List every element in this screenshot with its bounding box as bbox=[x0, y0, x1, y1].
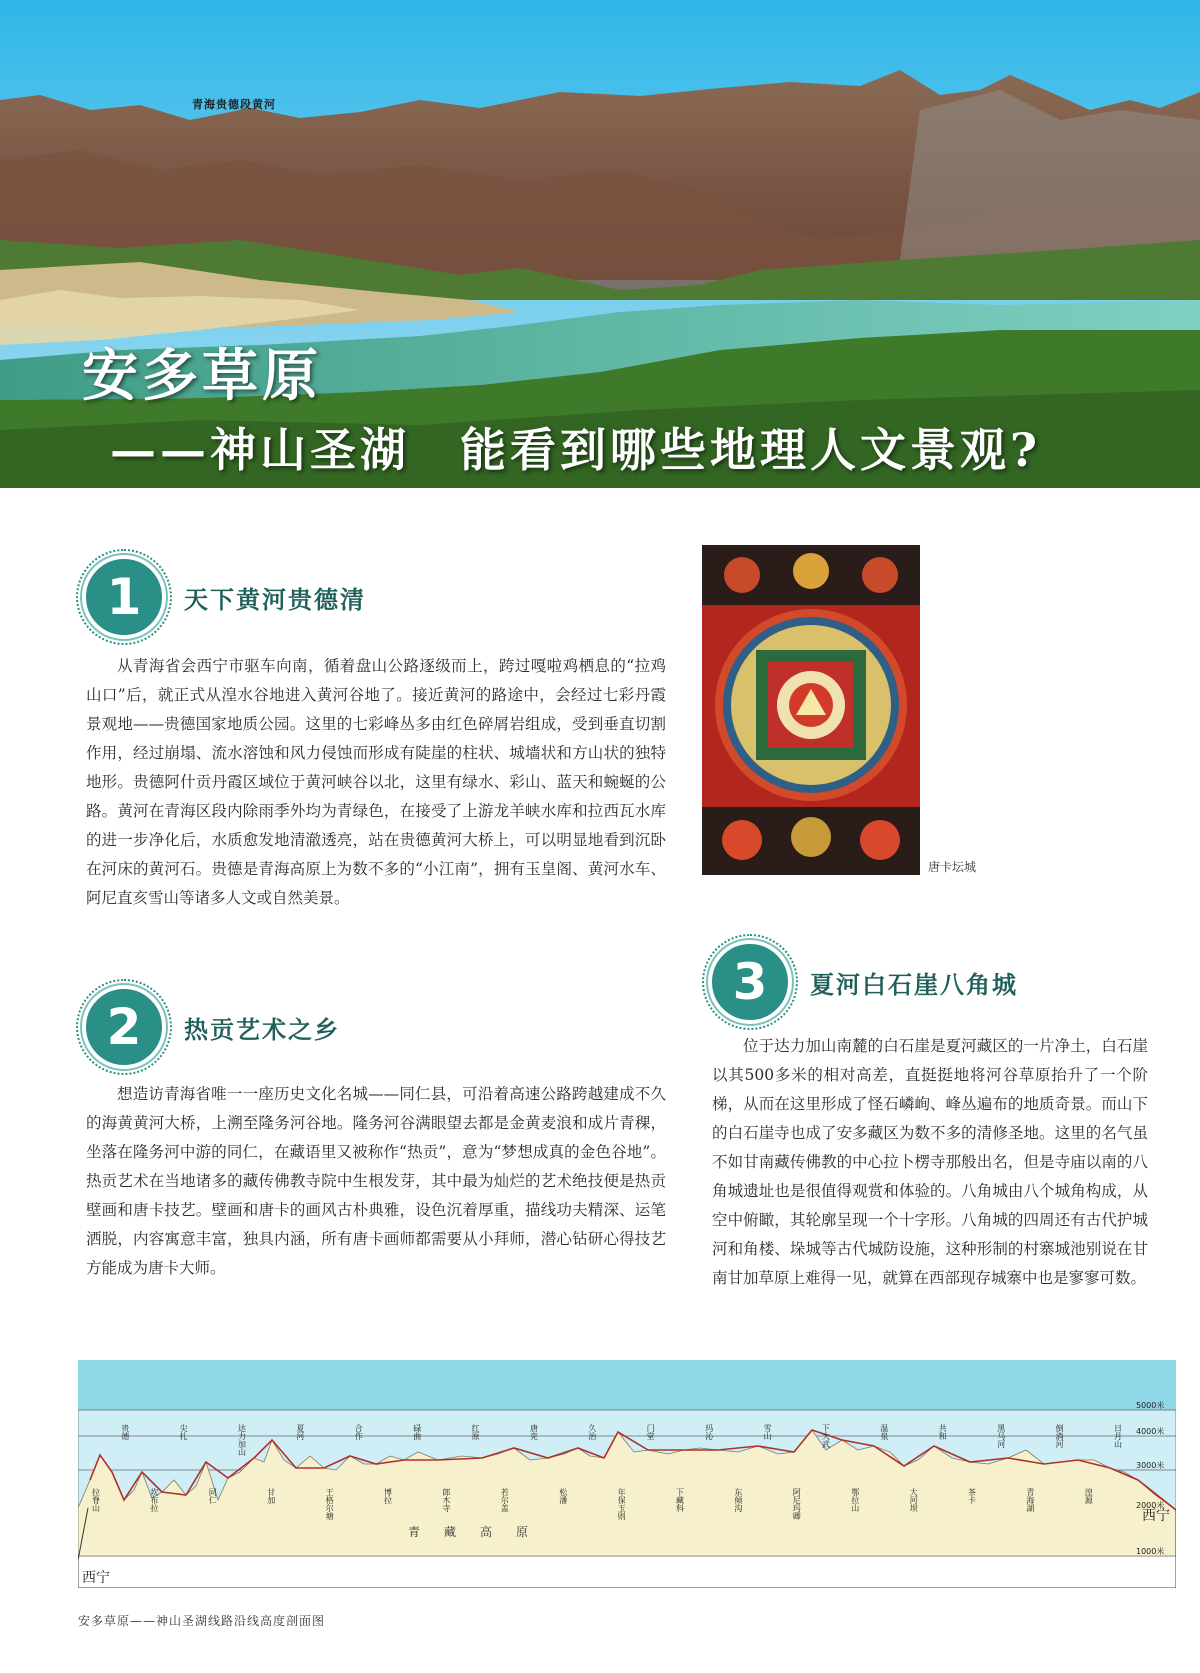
elevation-tick: 3000米 bbox=[1136, 1461, 1165, 1470]
section-number-badge: 3 bbox=[708, 940, 792, 1024]
thangka-mandala-image bbox=[702, 545, 920, 875]
profile-place-label: 博拉 bbox=[383, 1488, 393, 1504]
photo-caption: 青海贵德段黄河 bbox=[192, 98, 276, 111]
section-3-title: 夏河白石崖八角城 bbox=[810, 970, 1018, 999]
profile-place-label: 松潘 bbox=[558, 1488, 568, 1504]
profile-place-label: 王格尔塘 bbox=[325, 1488, 335, 1520]
profile-start-label: 西宁 bbox=[82, 1570, 110, 1586]
profile-place-label: 久治 bbox=[587, 1424, 597, 1440]
section-3-body: 位于达力加山南麓的白石崖是夏河藏区的一片净土，白石崖以其500多米的相对高差，直挺挺地将河谷草原抬升了一个阶梯，从而在这里形成了怪石嶙峋、峰丛遍布的地质奇景。而山下的白石崖寺也成了安多藏区为数不多的清修圣地。这里的名气虽不如甘南藏传佛教的中心拉卜楞寺那般出名，但是寺庙以南的八角城遗址也是很值得观赏和体验的。八角城由八个城角构成，从空中俯瞰，其轮廓呈现一个十字形。八角城的四周还有古代护城河和角楼、垛城等古代城防设施，这种形制的村寨城池别说在甘南甘加草原上难得一见，就算在西部现存城寨中也是寥寥可数。 bbox=[712, 1037, 1148, 1287]
profile-end-label: 西宁 bbox=[1142, 1508, 1170, 1524]
profile-place-label: 达力加山 bbox=[237, 1424, 247, 1456]
profile-place-label: 日月山 bbox=[1113, 1424, 1123, 1448]
profile-place-label: 同仁 bbox=[208, 1488, 218, 1504]
section-2-heading bbox=[82, 985, 340, 1069]
profile-place-label: 坎布拉 bbox=[149, 1488, 159, 1512]
profile-place-label: 雪山 bbox=[763, 1424, 773, 1440]
profile-place-label: 若尔盖 bbox=[500, 1488, 510, 1512]
section-1-title: 天下黄河贵德清 bbox=[184, 585, 366, 614]
profile-place-label: 唐克 bbox=[529, 1424, 539, 1440]
section-1-heading bbox=[82, 555, 366, 639]
profile-place-label: 合作 bbox=[354, 1424, 364, 1440]
elevation-tick: 1000米 bbox=[1136, 1547, 1165, 1556]
profile-place-label: 夏河 bbox=[295, 1424, 305, 1440]
profile-place-label: 黑马河 bbox=[996, 1424, 1006, 1448]
section-1-body: 从青海省会西宁市驱车向南，循着盘山公路逐级而上，跨过嘎啦鸡栖息的“拉鸡山口”后，就正式从湟水谷地进入黄河谷地了。接近黄河的路途中，会经过七彩丹霞景观地——贵德国家地质公园。这里的七彩峰丛多由红色碎屑岩组成，受到垂直切割作用，经过崩塌、流水溶蚀和风力侵蚀而形成有陡崖的柱状、城墙状和方山状的独特地形。贵德阿什贡丹霞区域位于黄河峡谷以北，这里有绿水、彩山、蓝天和蜿蜒的公路。黄河在青海区段内除雨季外均为青绿色，在接受了上游龙羊峡水库和拉西瓦水库的进一步净化后，水质愈发地清澈透亮，站在贵德黄河大桥上，可以明显地看到沉卧在河床的黄河石。贵德是青海高原上为数不多的“小江南”，拥有玉皇阁、黄河水车、阿尼直亥雪山等诸多人文或自然美景。 bbox=[86, 657, 666, 907]
profile-place-label: 东倾沟 bbox=[733, 1488, 743, 1512]
profile-caption: 安多草原——神山圣湖线路沿线高度剖面图 bbox=[78, 1614, 326, 1628]
profile-place-label: 郎木寺 bbox=[441, 1488, 451, 1512]
profile-place-label: 共和 bbox=[938, 1424, 948, 1440]
page-title: 安多草原 bbox=[82, 343, 322, 409]
profile-place-label: 贵德 bbox=[120, 1424, 130, 1440]
profile-place-label: 尖扎 bbox=[179, 1424, 189, 1440]
profile-place-label: 茶卡 bbox=[967, 1488, 977, 1504]
profile-place-label: 湟源 bbox=[1084, 1488, 1094, 1504]
section-3-heading bbox=[708, 940, 1018, 1024]
hero-photo bbox=[0, 0, 1200, 488]
profile-place-label: 倒淌河 bbox=[1055, 1424, 1065, 1448]
profile-place-label: 鄂拉山 bbox=[850, 1488, 860, 1512]
profile-place-label: 大河坝 bbox=[909, 1488, 919, 1512]
sky-band bbox=[78, 1360, 1176, 1410]
elevation-tick: 4000米 bbox=[1136, 1427, 1165, 1436]
elevation-profile-chart bbox=[78, 1360, 1176, 1588]
profile-place-label: 拉脊山 bbox=[91, 1488, 101, 1512]
profile-place-label: 红原 bbox=[471, 1424, 481, 1440]
profile-place-label: 青海湖 bbox=[1025, 1488, 1035, 1512]
profile-place-label: 甘加 bbox=[266, 1488, 276, 1504]
profile-place-label: 玛沁 bbox=[704, 1424, 714, 1440]
section-2-body: 想造访青海省唯一一座历史文化名城——同仁县，可沿着高速公路跨越建成不久的海黄黄河大桥，上溯至隆务河谷地。隆务河谷满眼望去都是金黄麦浪和成片青稞，坐落在隆务河中游的同仁，在藏语里又被称作“热贡”，意为“梦想成真的金色谷地”。热贡艺术在当地诸多的藏传佛教寺院中生根发芽，其中最为灿烂的艺术绝技便是热贡壁画和唐卡技艺。壁画和唐卡的画风古朴典雅，设色沉着厚重，描线功夫精深、运笔洒脱，内容寓意丰富，独具内涵，所有唐卡画师都需要从小拜师，潜心钻研心得技艺方能成为唐卡大师。 bbox=[86, 1085, 666, 1277]
profile-place-label: 下大武 bbox=[821, 1424, 831, 1448]
section-2-title: 热贡艺术之乡 bbox=[184, 1015, 340, 1044]
profile-place-label: 门堂 bbox=[646, 1424, 656, 1440]
page-subtitle: ——神山圣湖 能看到哪些地理人文景观? bbox=[110, 423, 1041, 477]
profile-place-label: 下藏科 bbox=[675, 1488, 685, 1512]
profile-place-label: 碌曲 bbox=[412, 1424, 422, 1440]
thangka-caption: 唐卡坛城 bbox=[928, 860, 977, 874]
profile-place-label: 年保玉则 bbox=[617, 1488, 627, 1520]
section-number-badge: 1 bbox=[82, 555, 166, 639]
profile-place-label: 温泉 bbox=[879, 1424, 889, 1440]
elevation-tick: 2000米 bbox=[1136, 1501, 1165, 1510]
section-number-badge: 2 bbox=[82, 985, 166, 1069]
plateau-label: 青 藏 高 原 bbox=[408, 1525, 529, 1539]
elevation-tick: 5000米 bbox=[1136, 1401, 1165, 1410]
profile-place-label: 阿尼玛卿 bbox=[792, 1488, 802, 1520]
